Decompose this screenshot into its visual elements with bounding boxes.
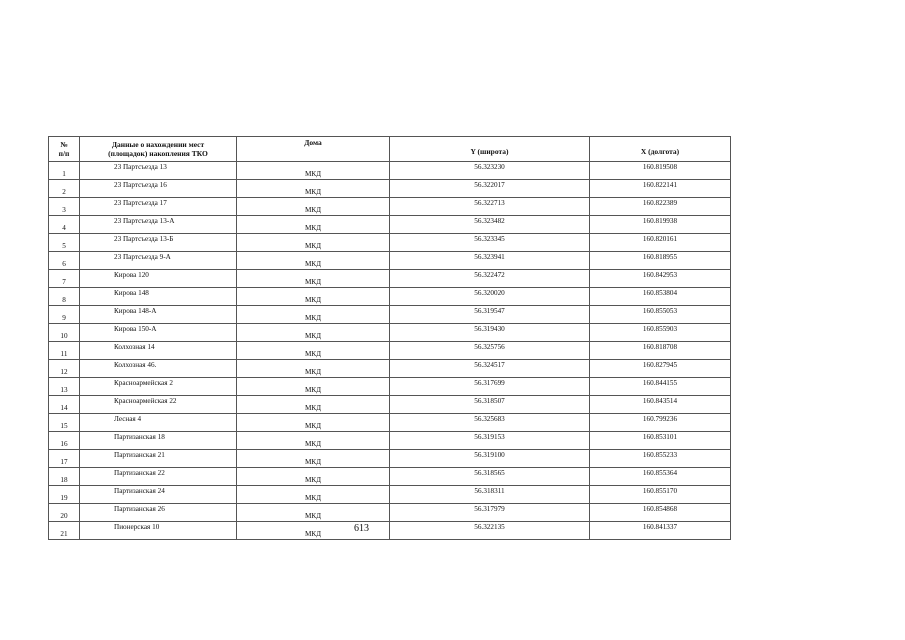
- longitude-cell: 160.855364: [590, 468, 731, 486]
- address-cell: Партизанская 26: [80, 504, 237, 522]
- building-type-cell: МКД: [237, 414, 390, 432]
- address-cell: Пионерская 10: [80, 522, 237, 540]
- longitude-cell: 160.819938: [590, 216, 731, 234]
- table-row: [49, 486, 731, 504]
- longitude-cell: 160.842953: [590, 270, 731, 288]
- table-body: [49, 162, 731, 540]
- latitude-cell: 56.318565: [390, 468, 590, 486]
- address-cell: 23 Партсъезда 9-А: [80, 252, 237, 270]
- row-number: 15: [49, 414, 80, 432]
- row-number: 12: [49, 360, 80, 378]
- address-cell: Лесная 4: [80, 414, 237, 432]
- header-latitude: Y (широта): [390, 137, 590, 162]
- header-address-line1: Данные о нахождении мест: [111, 140, 205, 149]
- longitude-cell: 160.855170: [590, 486, 731, 504]
- row-number: 19: [49, 486, 80, 504]
- table-row: [49, 234, 731, 252]
- building-type-cell: МКД: [237, 288, 390, 306]
- latitude-cell: 56.322713: [390, 198, 590, 216]
- longitude-cell: 160.853101: [590, 432, 731, 450]
- address-cell: 23 Партсъезда 17: [80, 198, 237, 216]
- address-cell: Кирова 148-А: [80, 306, 237, 324]
- latitude-cell: 56.322017: [390, 180, 590, 198]
- table-row: [49, 378, 731, 396]
- longitude-cell: 160.854868: [590, 504, 731, 522]
- table-row: [49, 396, 731, 414]
- longitude-cell: 160.799236: [590, 414, 731, 432]
- table-row: [49, 504, 731, 522]
- row-number: 17: [49, 450, 80, 468]
- table-row: [49, 522, 731, 540]
- table-row: [49, 180, 731, 198]
- table-row: [49, 468, 731, 486]
- address-cell: Колхозная 46.: [80, 360, 237, 378]
- latitude-cell: 56.324517: [390, 360, 590, 378]
- building-type-cell: МКД: [237, 162, 390, 180]
- address-cell: 23 Партсъезда 13-Б: [80, 234, 237, 252]
- longitude-cell: 160.853804: [590, 288, 731, 306]
- longitude-cell: 160.818955: [590, 252, 731, 270]
- longitude-cell: 160.855903: [590, 324, 731, 342]
- table-row: [49, 288, 731, 306]
- latitude-cell: 56.322472: [390, 270, 590, 288]
- building-type-cell: МКД: [237, 378, 390, 396]
- building-type-cell: МКД: [237, 198, 390, 216]
- row-number: 6: [49, 252, 80, 270]
- table-row: [49, 450, 731, 468]
- building-type-cell: МКД: [237, 180, 390, 198]
- latitude-cell: 56.323941: [390, 252, 590, 270]
- table-row: [49, 360, 731, 378]
- longitude-cell: 160.820161: [590, 234, 731, 252]
- latitude-cell: 56.323345: [390, 234, 590, 252]
- row-number: 2: [49, 180, 80, 198]
- address-cell: Кирова 148: [80, 288, 237, 306]
- latitude-cell: 56.319547: [390, 306, 590, 324]
- latitude-cell: 56.323482: [390, 216, 590, 234]
- tko-sites-table: [48, 136, 731, 540]
- building-type-cell: МКД: [237, 234, 390, 252]
- address-cell: Красноармейская 22: [80, 396, 237, 414]
- row-number: 21: [49, 522, 80, 540]
- row-number: 13: [49, 378, 80, 396]
- table-header-row: [49, 137, 731, 162]
- row-number: 10: [49, 324, 80, 342]
- building-type-cell: МКД: [237, 522, 390, 540]
- latitude-cell: 56.320020: [390, 288, 590, 306]
- header-address-line2: (площадок) накопления ТКО: [108, 149, 208, 158]
- table-row: [49, 270, 731, 288]
- latitude-cell: 56.317979: [390, 504, 590, 522]
- latitude-cell: 56.325756: [390, 342, 590, 360]
- row-number: 1: [49, 162, 80, 180]
- row-number: 11: [49, 342, 80, 360]
- longitude-cell: 160.827945: [590, 360, 731, 378]
- table-row: [49, 414, 731, 432]
- row-number: 16: [49, 432, 80, 450]
- building-type-cell: МКД: [237, 360, 390, 378]
- building-type-cell: МКД: [237, 270, 390, 288]
- building-type-cell: МКД: [237, 342, 390, 360]
- row-number: 9: [49, 306, 80, 324]
- table-row: [49, 198, 731, 216]
- building-type-cell: МКД: [237, 252, 390, 270]
- longitude-cell: 160.855053: [590, 306, 731, 324]
- address-cell: 23 Партсъезда 13: [80, 162, 237, 180]
- header-longitude: X (долгота): [590, 137, 731, 162]
- latitude-cell: 56.319430: [390, 324, 590, 342]
- latitude-cell: 56.322135: [390, 522, 590, 540]
- table-row: [49, 432, 731, 450]
- table-row: [49, 162, 731, 180]
- page-number: 613: [354, 523, 369, 534]
- address-cell: Партизанская 18: [80, 432, 237, 450]
- address-cell: Колхозная 14: [80, 342, 237, 360]
- header-number-line1: №: [60, 140, 68, 149]
- longitude-cell: 160.822389: [590, 198, 731, 216]
- row-number: 4: [49, 216, 80, 234]
- address-cell: 23 Партсъезда 16: [80, 180, 237, 198]
- building-type-cell: МКД: [237, 396, 390, 414]
- latitude-cell: 56.323230: [390, 162, 590, 180]
- address-cell: Партизанская 21: [80, 450, 237, 468]
- table-row: [49, 306, 731, 324]
- latitude-cell: 56.317699: [390, 378, 590, 396]
- address-cell: Красноармейская 2: [80, 378, 237, 396]
- table-row: [49, 324, 731, 342]
- longitude-cell: 160.819508: [590, 162, 731, 180]
- header-building-type: Дома: [237, 137, 390, 162]
- building-type-cell: МКД: [237, 324, 390, 342]
- building-type-cell: МКД: [237, 486, 390, 504]
- longitude-cell: 160.855233: [590, 450, 731, 468]
- building-type-cell: МКД: [237, 432, 390, 450]
- building-type-cell: МКД: [237, 450, 390, 468]
- address-cell: Кирова 120: [80, 270, 237, 288]
- row-number: 14: [49, 396, 80, 414]
- building-type-cell: МКД: [237, 468, 390, 486]
- header-address: [80, 137, 237, 162]
- header-number-line2: п/п: [58, 149, 70, 158]
- address-cell: Кирова 150-А: [80, 324, 237, 342]
- row-number: 8: [49, 288, 80, 306]
- table-row: [49, 252, 731, 270]
- table-row: [49, 342, 731, 360]
- latitude-cell: 56.325683: [390, 414, 590, 432]
- address-cell: Партизанская 24: [80, 486, 237, 504]
- latitude-cell: 56.319153: [390, 432, 590, 450]
- row-number: 7: [49, 270, 80, 288]
- building-type-cell: МКД: [237, 306, 390, 324]
- row-number: 20: [49, 504, 80, 522]
- longitude-cell: 160.818708: [590, 342, 731, 360]
- row-number: 18: [49, 468, 80, 486]
- longitude-cell: 160.844155: [590, 378, 731, 396]
- longitude-cell: 160.841337: [590, 522, 731, 540]
- header-number: [49, 137, 80, 162]
- building-type-cell: МКД: [237, 216, 390, 234]
- latitude-cell: 56.319100: [390, 450, 590, 468]
- latitude-cell: 56.318507: [390, 396, 590, 414]
- address-cell: Партизанская 22: [80, 468, 237, 486]
- latitude-cell: 56.318311: [390, 486, 590, 504]
- row-number: 5: [49, 234, 80, 252]
- table-row: [49, 216, 731, 234]
- longitude-cell: 160.843514: [590, 396, 731, 414]
- row-number: 3: [49, 198, 80, 216]
- building-type-cell: МКД: [237, 504, 390, 522]
- longitude-cell: 160.822141: [590, 180, 731, 198]
- address-cell: 23 Партсъезда 13-А: [80, 216, 237, 234]
